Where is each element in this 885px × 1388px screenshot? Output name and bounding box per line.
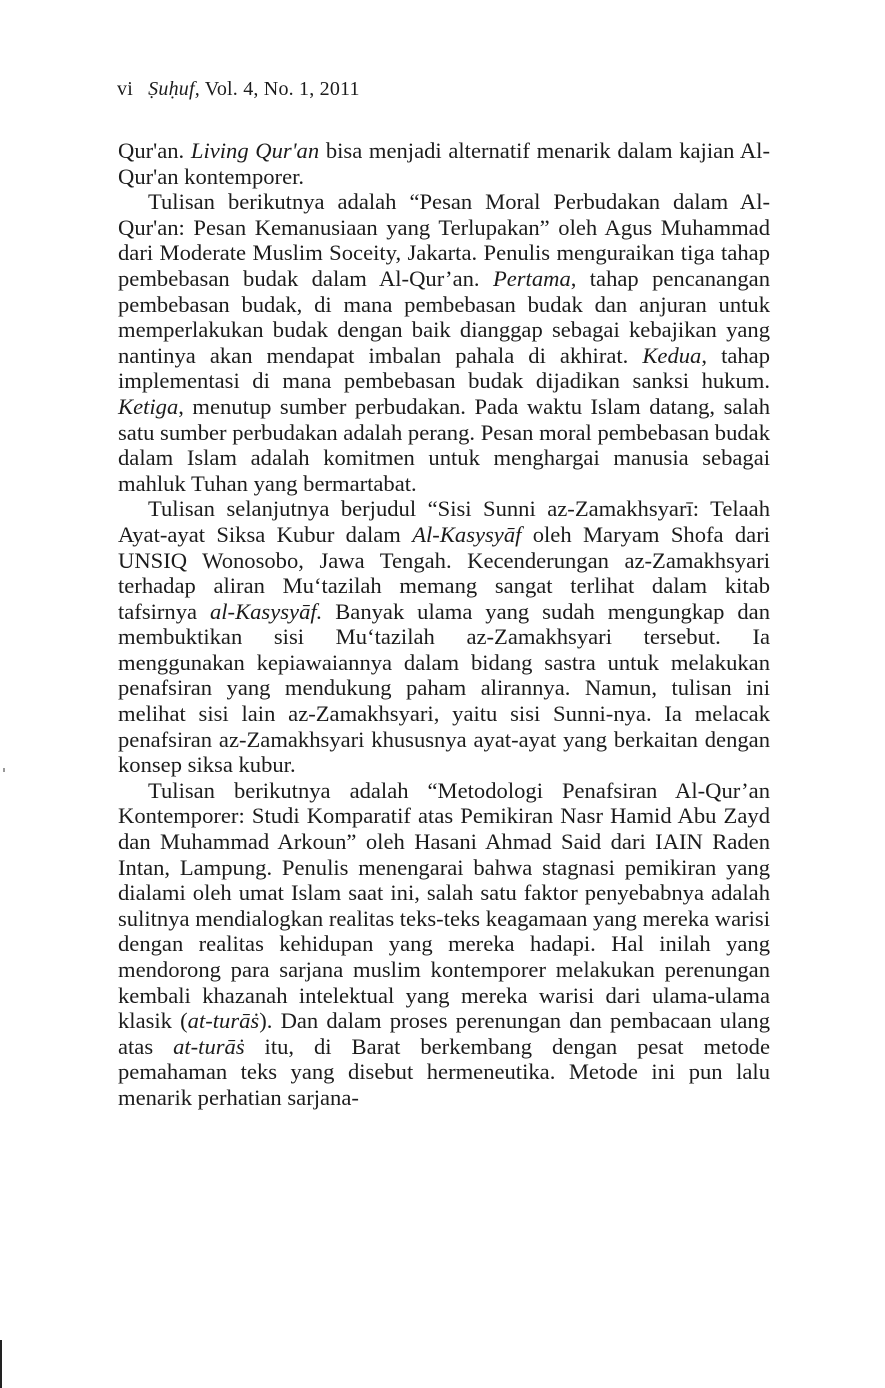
text-run: Tulisan selanjutnya berjudul “Sisi Sunni az-Zamakhsyarī: Telaah Ayat-ayat Siksa Kubur dalam	[118, 496, 770, 547]
article-body	[118, 138, 770, 1111]
italic-term: Ketiga	[118, 393, 179, 419]
volume-info: Vol. 4, No. 1, 2011	[204, 78, 360, 100]
paragraph	[118, 189, 770, 496]
italic-term: Al-Kasysyāf	[412, 521, 522, 547]
scan-speck	[3, 768, 5, 772]
italic-term: Pertama	[492, 265, 571, 291]
text-run: Banyak ulama yang sudah mengungkap dan membuktikan sisi Mu‘tazilah az-Zamakhsyari tersebut. Ia menggunakan kepiawaiannya dalam bidang sastra untuk melakukan penafsiran yang mendukung paham alirannya. Namun, tulisan ini melihat sisi lain az-Zamakhsyari, yaitu sisi Sunni-nya. Ia melacak penafsiran az-Zamakhsyari khususnya ayat-ayat yang berkaitan dengan konsep siksa kubur.	[118, 598, 770, 778]
text-run: , tahap pencanangan pembebasan budak, di mana pembebasan budak dan anjuran untuk memperlakukan budak dengan baik dianggap sebagai kebajikan yang nantinya akan mendapat imbalan pahala di akhirat.	[118, 265, 770, 368]
text-run: itu, di Barat berkembang dengan pesat metode pemahaman teks yang disebut hermeneutika. Metode ini pun lalu menarik perhatian sarjana-	[118, 1033, 770, 1110]
paragraph	[118, 496, 770, 778]
text-run: , menutup sumber perbudakan. Pada waktu Islam datang, salah satu sumber perbudakan adalah perang. Pesan moral pembebasan budak dalam Islam adalah komitmen untuk menghargai manusia sebagai mahluk Tuhan yang bermartabat.	[118, 393, 770, 496]
italic-term: al-Kasysyāf.	[209, 598, 323, 624]
text-run: Tulisan berikutnya adalah “Metodologi Penafsiran Al-Qur’an Kontemporer: Studi Komparatif atas Pemikiran Nasr Hamid Abu Zayd dan Muhammad Arkoun” oleh Hasani Ahmad Said dari IAIN Raden Intan, Lampung. Penulis menengarai bahwa stagnasi pemikiran yang dialami oleh umat Islam saat ini, salah satu faktor penyebabnya adalah sulitnya mendialogkan realitas teks-teks keagamaan yang mereka warisi dengan realitas kehidupan yang mereka hadapi. Hal inilah yang mendorong para sarjana muslim kontemporer melakukan perenungan kembali khazanah intelektual yang mereka warisi dari ulama-ulama klasik (	[118, 777, 770, 1034]
paragraph	[118, 778, 770, 1111]
paragraph	[118, 138, 770, 189]
italic-term: at-turāṡ	[187, 1008, 260, 1034]
italic-term: at-turāṡ	[173, 1033, 245, 1059]
text-run: , tahap implementasi di mana pembebasan budak dijadikan sanksi hukum.	[118, 342, 770, 394]
journal-title: Ṣuḥuf,	[148, 78, 200, 100]
text-run: Tulisan berikutnya adalah “Pesan Moral Perbudakan dalam Al-Qur'an: Pesan Kemanusiaan yang Terlupakan” oleh Agus Muhammad dari Moderate Muslim Soceity, Jakarta. Penulis menguraikan tiga tahap pembebasan budak dalam Al-Qur’an.	[118, 189, 770, 291]
text-run: ). Dan dalam proses perenungan dan pembacaan ulang atas	[118, 1008, 770, 1059]
text-run: Qur'an.	[118, 138, 191, 163]
text-run: bisa menjadi alternatif menarik dalam kajian Al-Qur'an kontemporer.	[118, 138, 770, 189]
italic-term: Living Qur'an	[190, 138, 320, 163]
page-number: vi	[117, 78, 133, 100]
running-header	[117, 78, 360, 101]
scan-edge-mark	[0, 1340, 2, 1388]
text-run: oleh Maryam Shofa dari UNSIQ Wonosobo, Jawa Tengah. Kecenderungan az-Zamakhsyari terhadap aliran Mu‘tazilah memang sangat terlihat dalam kitab tafsirnya	[118, 521, 770, 624]
italic-term: Kedua	[642, 342, 702, 368]
